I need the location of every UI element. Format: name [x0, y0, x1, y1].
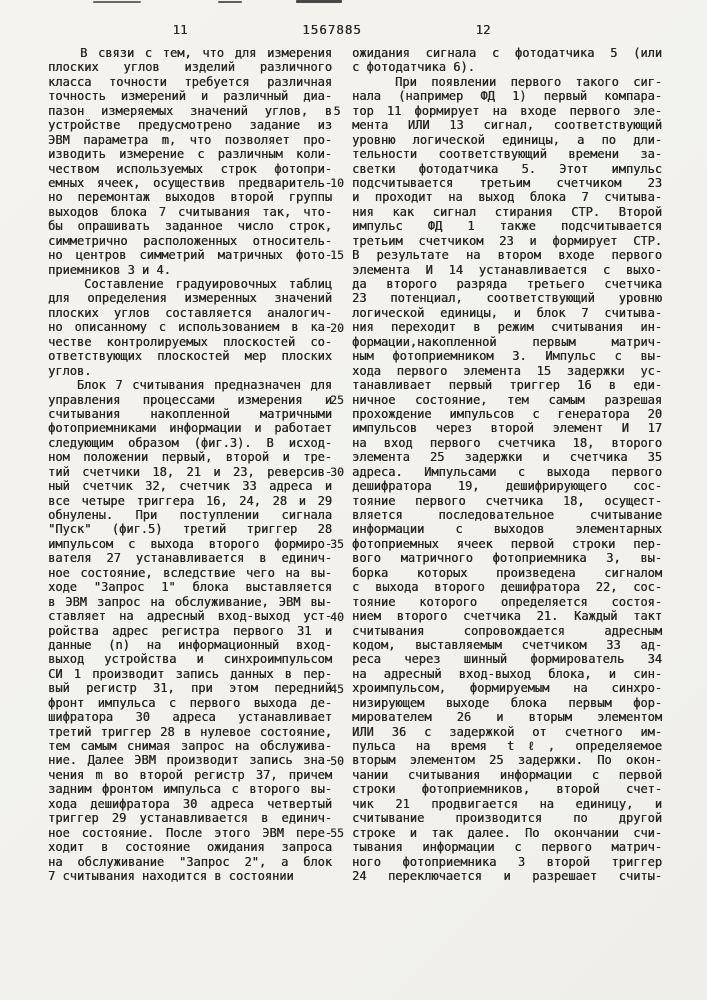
text-line: хода первого элемента 15 задержки ус-: [352, 363, 662, 378]
text-line: плоских углов изделий различного: [48, 60, 332, 75]
left-page-number: 11: [172, 22, 188, 37]
line-number-marker: 45: [330, 681, 344, 696]
line-number-marker: 10: [330, 176, 344, 191]
text-line: СИ 1 производит запись данных в пер-: [48, 666, 332, 681]
text-line: тем самым снимая запрос на обслужива-: [48, 739, 332, 753]
text-line: импульсов через второй элемент И 17: [352, 421, 662, 436]
line-number-marker: 15: [330, 248, 344, 263]
text-line: ответствующих плоскостей мер плоских: [48, 349, 332, 364]
text-line: логической единицы, и блок 7 считыва-: [352, 305, 662, 320]
right-column: [352, 46, 662, 883]
text-line: класса точности требуется различная: [48, 74, 332, 89]
text-line: вляется последовательное считывание: [352, 508, 662, 522]
text-line: мента ИЛИ 13 сигнал, соответствующий: [352, 118, 662, 133]
text-line: формации,накопленной первым матрич-: [352, 334, 662, 349]
text-line: строки фотоприемников, второй счет-: [352, 782, 662, 797]
text-line: прохождение импульсов с генератора 20: [352, 406, 662, 421]
text-line: пульса на время tℓ, определяемое: [352, 739, 662, 753]
text-line: на обслуживание "Запрос 2", а блок: [48, 854, 332, 869]
line-number-marker: 50: [330, 754, 344, 769]
scan-artifact: [218, 1, 242, 3]
text-line: но перемонтаж выходов второй группы: [48, 190, 332, 205]
line-number-marker: 5: [333, 103, 341, 118]
text-line: вый регистр 31, при этом передний: [48, 681, 332, 696]
text-line: точность измерений и различный диа-: [48, 89, 332, 104]
text-line: Составление градуировочных таблиц: [48, 277, 332, 291]
text-line: хода дешифратора 30 адреса четвертый: [48, 796, 332, 811]
text-line: ройства адрес регистра первого 31 и: [48, 623, 332, 638]
text-line: танавливает первый триггер 16 в еди-: [352, 378, 662, 393]
text-line: бы опрашивать заданное число строк,: [48, 219, 332, 234]
text-line: фронт импульса с первого выхода де-: [48, 695, 332, 710]
text-line: чании считывания информации с первой: [352, 767, 662, 782]
patent-number: 1567885: [302, 22, 362, 37]
text-line: устройстве предусмотрено задание из: [48, 118, 332, 133]
text-line: ожидания сигнала с фотодатчика 5 (или: [352, 46, 662, 60]
text-line: дешифратора 19, дешифрирующего сос-: [352, 479, 662, 494]
text-line: 23 потенциал, соответствующий уровню: [352, 291, 662, 306]
text-line: элемента И 14 устанавливается с выхо-: [352, 262, 662, 277]
text-line: подсчитывается третьим счетчиком 23: [352, 175, 662, 190]
text-line: мирователем 26 и вторым элементом: [352, 710, 662, 725]
scan-artifact: [93, 1, 141, 3]
line-number-marker: 35: [330, 537, 344, 552]
text-line: третий триггер 28 в нулевое состояние,: [48, 724, 332, 739]
text-line: чик 21 продвигается на единицу, и: [352, 796, 662, 811]
line-number-marker: 20: [330, 320, 344, 335]
text-line: чения m во второй регистр 37, причем: [48, 767, 332, 782]
text-line: нием второго счетчика 21. Каждый такт: [352, 609, 662, 624]
text-line: ном положении первый, второй и тре-: [48, 450, 332, 465]
text-line: Блок 7 считывания предназначен для: [48, 378, 332, 393]
text-line: все четыре триггера 16, 24, 28 и 29: [48, 493, 332, 508]
text-line: считывание производится по другой: [352, 811, 662, 826]
text-line: емных ячеек, осуществив предваритель-: [48, 175, 332, 190]
text-line: ный счетчик 32, счетчик 33 адреса и: [48, 479, 332, 494]
text-line: на адресный вход-выход блока, и син-: [352, 666, 662, 681]
page-header: [0, 22, 707, 38]
text-line: низирующем выходе блока первым фор-: [352, 695, 662, 710]
text-line: уровню логической единицы, а по дли-: [352, 132, 662, 147]
text-line: борка которых произведена сигналом: [352, 565, 662, 580]
text-line: В результате на втором входе первого: [352, 248, 662, 263]
text-line: с выхода второго дешифратора 22, сос-: [352, 580, 662, 595]
line-number-gutter: [326, 46, 348, 891]
text-line: хроимпульсом, формируемым на синхро-: [352, 681, 662, 696]
line-number-marker: 30: [330, 465, 344, 480]
text-line: фотоприемниками информации и работает: [48, 421, 332, 436]
text-line: выходов блока 7 считывания так, что-: [48, 204, 332, 219]
line-number-marker: 55: [330, 826, 344, 841]
text-line: считывания накопленной матричными: [48, 406, 332, 421]
text-line: приемников 3 и 4.: [48, 262, 171, 277]
text-line: управления процессами измерения и: [48, 392, 332, 407]
text-line: импульсом с выхода второго формиро-: [48, 536, 332, 551]
text-line: кодом, выставляемым счетчиком 33 ад-: [352, 637, 662, 652]
text-line: ничное состояние, тем самым разрешая: [352, 392, 662, 407]
text-line: ходе "Запрос 1" блока выставляется: [48, 580, 332, 595]
text-line: тояние первого счетчика 18, осущест-: [352, 493, 662, 508]
text-line: информации с выходов элементарных: [352, 522, 662, 537]
text-line: ИЛИ 36 с задержкой от счетного им-: [352, 724, 662, 739]
text-line: шифратора 30 адреса устанавливает: [48, 710, 332, 725]
text-line: реса через шинный формирователь 34: [352, 652, 662, 667]
text-line: углов.: [48, 363, 92, 378]
line-number-marker: 40: [330, 609, 344, 624]
text-line: обнулены. При поступлении сигнала: [48, 508, 332, 522]
text-line: светки фотодатчика 5. Этот импульс: [352, 161, 662, 176]
text-line: задним фронтом импульса с второго вы-: [48, 782, 332, 797]
text-line: тояние которого определяется состоя-: [352, 594, 662, 609]
text-line: симметрично расположенных относитель-: [48, 233, 332, 248]
text-line: для определения измеренных значений: [48, 291, 332, 306]
text-line: ное состояние, вследствие чего на вы-: [48, 565, 332, 580]
text-line: изводить измерение с различным коли-: [48, 147, 332, 162]
text-line: честве контролируемых плоскостей со-: [48, 334, 332, 349]
text-line: пазон измеряемых значений углов, в: [48, 103, 332, 118]
text-line: В связи с тем, что для измерения: [48, 46, 332, 60]
text-line: ния как сигнал стирания СТР. Второй: [352, 204, 662, 219]
text-line: 24 переключается и разрешает считы-: [352, 868, 662, 883]
text-line: вторым элементом 25 задержки. По окон-: [352, 753, 662, 768]
right-page-number: 12: [475, 22, 491, 37]
text-line: выход устройства и синхроимпульсом: [48, 652, 332, 667]
text-line: вателя 27 устанавливается в единич-: [48, 551, 332, 566]
text-line: ного фотоприемника 3 второй триггер: [352, 854, 662, 869]
text-line: При появлении первого такого сиг-: [352, 74, 662, 89]
text-line: чеством используемых строк фотопри-: [48, 161, 332, 176]
text-line: но описанному с использованием в ка-: [48, 320, 332, 335]
text-line: но центров симметрий матричных фото-: [48, 248, 332, 263]
text-line: ставляет на адресный вход-выход уст-: [48, 609, 332, 624]
text-line: тывания информации с первого матрич-: [352, 840, 662, 855]
text-line: тор 11 формирует на входе первого эле-: [352, 103, 662, 118]
line-number-marker: 25: [330, 392, 344, 407]
text-line: следующим образом (фиг.3). В исход-: [48, 435, 332, 450]
text-line: нала (например ФД 1) первый компара-: [352, 89, 662, 104]
text-line: с фотодатчика 6).: [352, 60, 475, 75]
text-line: плоских углов составляется аналогич-: [48, 305, 332, 320]
text-line: "Пуск" (фиг.5) третий триггер 28: [48, 522, 332, 537]
text-line: вого матричного фотоприемника 3, вы-: [352, 551, 662, 566]
text-line: считывания сопровождается адресным: [352, 623, 662, 638]
text-line: ние. Далее ЭВМ производит запись зна-: [48, 753, 332, 768]
text-line: данные (n) на информационный вход-: [48, 637, 332, 652]
text-line: третьим счетчиком 23 и формирует СТР.: [352, 233, 662, 248]
text-line: ходит в состояние ожидания запроса: [48, 840, 332, 855]
text-line: тельности соответствующий времени за-: [352, 147, 662, 162]
scan-artifact: [296, 0, 342, 3]
text-line: ЭВМ параметра m, что позволяет про-: [48, 132, 332, 147]
text-line: фотоприемных ячеек первой строки пер-: [352, 536, 662, 551]
text-line: ное состояние. После этого ЭВМ пере-: [48, 825, 332, 840]
text-line: тий счетчики 18, 21 и 23, реверсив-: [48, 464, 332, 479]
text-line: триггер 29 устанавливается в единич-: [48, 811, 332, 826]
left-column: [48, 46, 332, 883]
text-line: элемента 25 задержки и счетчика 35: [352, 450, 662, 465]
text-line: ния переходит в режим считывания ин-: [352, 320, 662, 335]
text-line: ным фотоприемником 3. Импульс с вы-: [352, 349, 662, 364]
text-line: строке и так далее. По окончании счи-: [352, 825, 662, 840]
text-line: и проходит на выход блока 7 считыва-: [352, 190, 662, 205]
text-line: на вход первого счетчика 18, второго: [352, 435, 662, 450]
text-line: в ЭВМ запрос на обслуживание, ЭВМ вы-: [48, 594, 332, 609]
text-line: адреса. Импульсами с выхода первого: [352, 464, 662, 479]
text-line: импульс ФД 1 также подсчитывается: [352, 219, 662, 234]
text-line: 7 считывания находится в состоянии: [48, 868, 294, 883]
text-line: да второго разряда третьего счетчика: [352, 277, 662, 291]
